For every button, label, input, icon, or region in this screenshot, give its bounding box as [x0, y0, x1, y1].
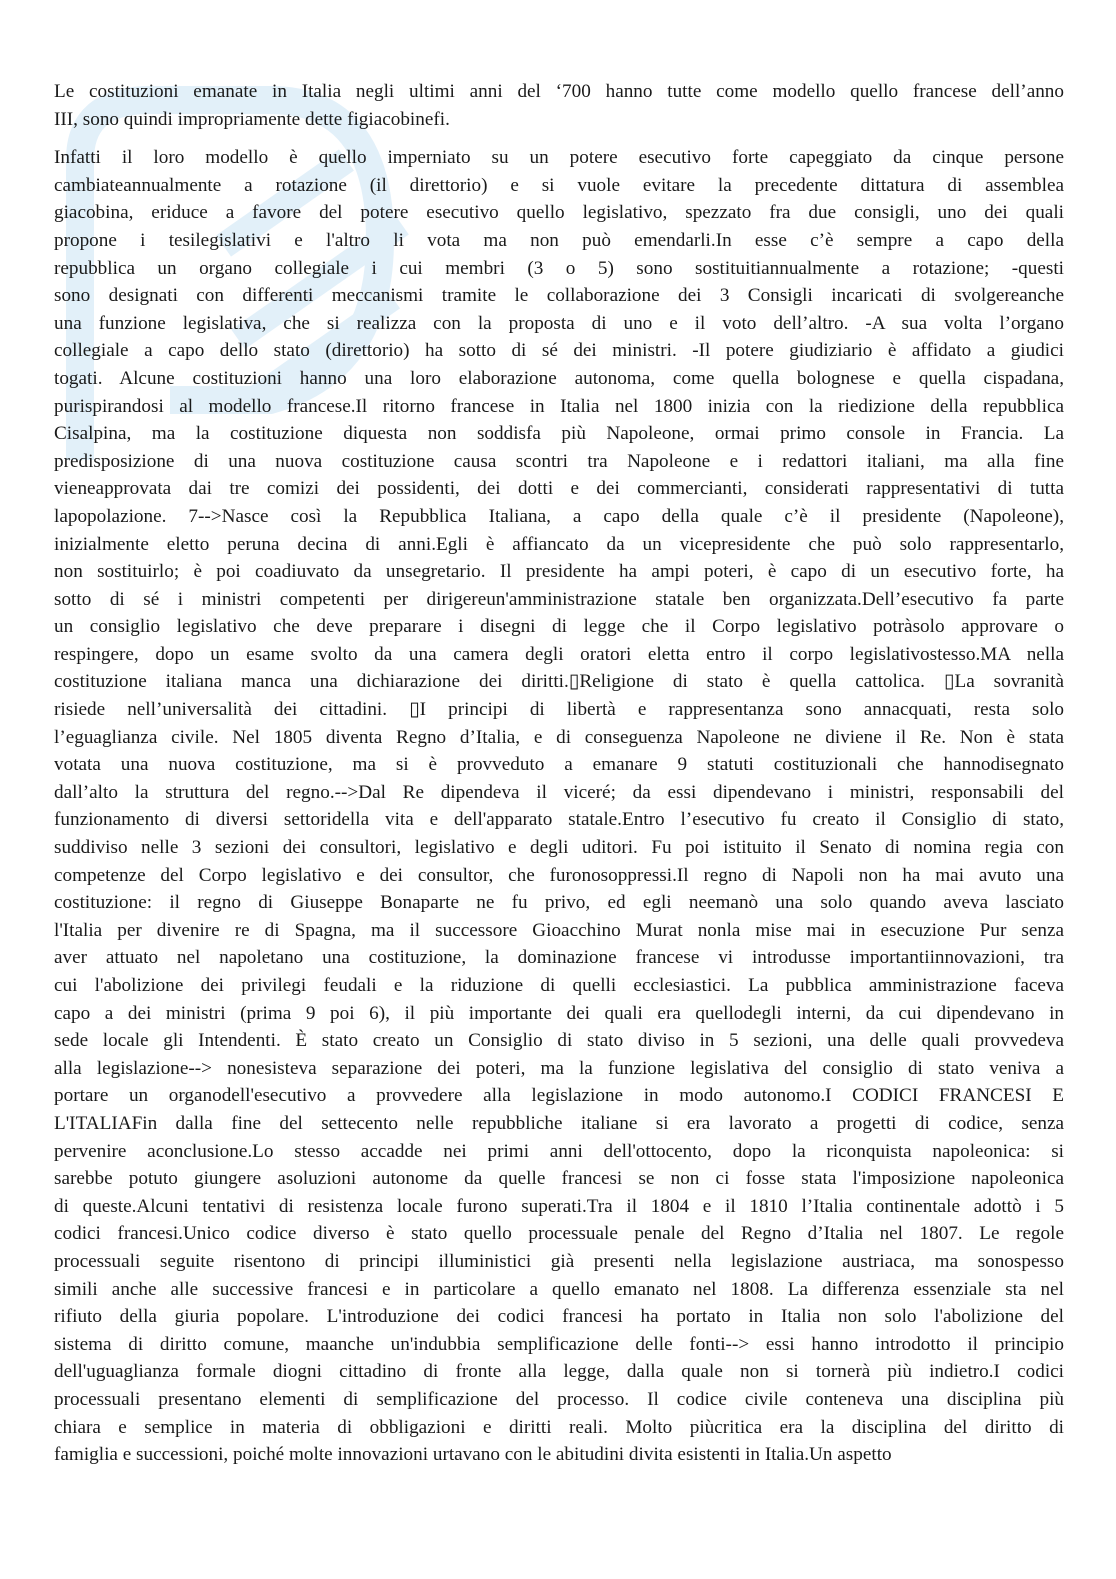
text-line: rifiuto della giuria popolare. L'introduzione dei codici francesi ha portato in Italia non solo l'abolizione del [54, 1306, 1064, 1328]
text-line: III, sono quindi impropriamente dette figiacobinefi. [54, 108, 450, 130]
paragraph-main [54, 144, 1064, 1469]
text-line: Infatti il loro modello è quello imperniato su un potere esecutivo forte capeggiato da cinque persone [54, 147, 1064, 169]
text-line: votata una nuova costituzione, ma si è provveduto a emanare 9 statuti costituzionali che hannodisegnato [54, 754, 1064, 776]
text-line: Cisalpina, ma la costituzione diquesta non soddisfa più Napoleone, ormai primo console in Francia. La [54, 423, 1064, 445]
text-line: famiglia e successioni, poiché molte innovazioni urtavano con le abitudini divita esistenti in Italia.Un aspetto [54, 1444, 892, 1466]
text-line: un consiglio legislativo che deve preparare i disegni di legge che il Corpo legislativo potràsolo approvare o [54, 616, 1064, 638]
text-line: l’eguaglianza civile. Nel 1805 diventa Regno d’Italia, e di conseguenza Napoleone ne diviene il Re. Non è stata [54, 726, 1064, 748]
text-line: togati. Alcune costituzioni hanno una loro elaborazione autonoma, come quella bolognese e quella cispadana, [54, 367, 1064, 389]
text-line: lapopolazione. 7-->Nasce così la Repubblica Italiana, a capo della quale c’è il presidente (Napoleone), [54, 505, 1064, 527]
text-line: sede locale gli Intendenti. È stato creato un Consiglio di stato diviso in 5 sezioni, una delle quali provvedeva [54, 1030, 1064, 1052]
text-line: collegiale a capo dello stato (direttorio) ha sotto di sé dei ministri. -Il potere giudiziario è affidato a giudici [54, 340, 1064, 362]
text-line: L'ITALIAFin dalla fine del settecento nelle repubbliche italiane si era lavorato a progetti di codice, senza [54, 1112, 1064, 1134]
text-line: respingere, dopo un esame svolto da una camera degli oratori eletta entro il corpo legislativostesso.MA nella [54, 643, 1064, 665]
text-line: Le costituzioni emanate in Italia negli ultimi anni del ‘700 hanno tutte come modello quello francese dell’anno [54, 81, 1064, 102]
text-line: aver attuato nel napoletano una costituzione, la dominazione francese vi introdusse importantiinnovazioni, tra [54, 947, 1064, 969]
text-line: portare un organodell'esecutivo a provvedere alla legislazione in modo autonomo.I CODICI FRANCESI E [54, 1085, 1064, 1107]
text-line: suddiviso nelle 3 sezioni dei consultori, legislativo e degli uditori. Fu poi istituito il Senato di nomina regia con [54, 837, 1064, 859]
text-line: propone i tesilegislativi e l'altro li vota ma non può emendarli.In esse c’è sempre a capo della [54, 229, 1064, 251]
text-line: sono designati con differenti meccanismi tramite le collaborazione dei 3 Consigli incaricati di svolgereanche [54, 285, 1064, 307]
text-line: vieneapprovata dai tre comizi dei possidenti, dei dotti e dei commercianti, considerati rappresentativi di tutta [54, 478, 1064, 500]
text-line: dall’alto la struttura del regno.-->Dal Re dipendeva il viceré; da essi dipendevano i ministri, responsabili del [54, 781, 1064, 803]
text-line: risiede nell’universalità dei cittadini. ▯I principi di libertà e rappresentanza sono annacquati, resta solo [54, 699, 1064, 721]
text-line: processuali presentano elementi di semplificazione del processo. Il codice civile conteneva una disciplina più [54, 1388, 1064, 1410]
text-line: alla legislazione--> nonesisteva separazione dei poteri, ma la funzione legislativa del consiglio di stato veniva a [54, 1057, 1064, 1079]
text-line: competenze del Corpo legislativo e dei consultor, che furonosoppressi.Il regno di Napoli non ha mai avuto una [54, 864, 1064, 886]
document-body [54, 78, 1064, 1480]
text-line: costituzione: il regno di Giuseppe Bonaparte ne fu privo, ed egli neemanò una solo quando aveva lasciato [54, 892, 1064, 914]
text-line: sotto di sé i ministri competenti per dirigereun'amministrazione statale ben organizzata.Dell’esecutivo fa parte [54, 588, 1064, 610]
text-line: sistema di diritto comune, maanche un'indubbia semplificazione delle fonti--> essi hanno introdotto il principio [54, 1333, 1064, 1355]
text-line: chiara e semplice in materia di obbligazioni e diritti reali. Molto piùcritica era la disciplina del diritto di [54, 1416, 1064, 1438]
text-line: costituzione italiana manca una dichiarazione dei diritti.▯Religione di stato è quella cattolica. ▯La sovranità [54, 671, 1064, 693]
text-line: funzionamento di diversi settoridella vita e dell'apparato statale.Entro l’esecutivo fu creato il Consiglio di stato, [54, 809, 1064, 831]
text-line: cambiateannualmente a rotazione (il direttorio) e si vuole evitare la precedente dittatura di assemblea [54, 174, 1064, 196]
text-line: pervenire aconclusione.Lo stesso accadde nei primi anni dell'ottocento, dopo la riconquista napoleonica: si [54, 1140, 1064, 1162]
text-line: processuali seguite risentono di principi illuministici già presenti nella legislazione austriaca, ma sonospesso [54, 1250, 1064, 1272]
text-line: predisposizione di una nuova costituzione causa scontri tra Napoleone e i redattori italiani, ma alla fine [54, 450, 1064, 472]
text-line: codici francesi.Unico codice diverso è stato quello processuale penale del Regno d’Italia nel 1807. Le regole [54, 1223, 1064, 1245]
text-line: purispirandosi al modello francese.Il ritorno francese in Italia nel 1800 inizia con la riedizione della repubblica [54, 395, 1064, 417]
text-line: dell'uguaglianza formale diogni cittadino di fronte alla legge, dalla quale non si tornerà più indietro.I codici [54, 1361, 1064, 1383]
text-line: sarebbe potuto giungere asoluzioni autonome da quelle francesi se non ci fosse stata l'imposizione napoleonica [54, 1168, 1064, 1190]
text-line: l'Italia per divenire re di Spagna, ma il successore Gioacchino Murat nonla mise mai in esecuzione Pur senza [54, 919, 1064, 941]
text-line: simili anche alle successive francesi e in particolare a quello emanato nel 1808. La differenza essenziale sta nel [54, 1278, 1064, 1300]
paragraph-intro [54, 78, 1064, 133]
text-line: cui l'abolizione dei privilegi feudali e la riduzione di quelli ecclesiastici. La pubblica amministrazione faceva [54, 975, 1064, 996]
text-line: non sostituirlo; è poi coadiuvato da unsegretario. Il presidente ha ampi poteri, è capo di un esecutivo forte, ha [54, 561, 1064, 583]
text-line: inizialmente eletto peruna decina di anni.Egli è affiancato da un vicepresidente che può solo rappresentarlo, [54, 533, 1064, 555]
text-line: repubblica un organo collegiale i cui membri (3 o 5) sono sostituitiannualmente a rotazione; -questi [54, 257, 1064, 279]
text-line: di queste.Alcuni tentativi di resistenza locale furono superati.Tra il 1804 e il 1810 l’Italia continentale adottò i 5 [54, 1195, 1064, 1217]
text-line: giacobina, eriduce a favore del potere esecutivo quello legislativo, spezzato fra due consigli, uno dei quali [54, 202, 1064, 224]
text-line: una funzione legislativa, che si realizza con la proposta di uno e il voto dell’altro. -A sua volta l’organo [54, 312, 1064, 334]
text-line: capo a dei ministri (prima 9 poi 6), il più importante dei quali era quellodegli interni, da cui dipendevano in [54, 1002, 1064, 1024]
